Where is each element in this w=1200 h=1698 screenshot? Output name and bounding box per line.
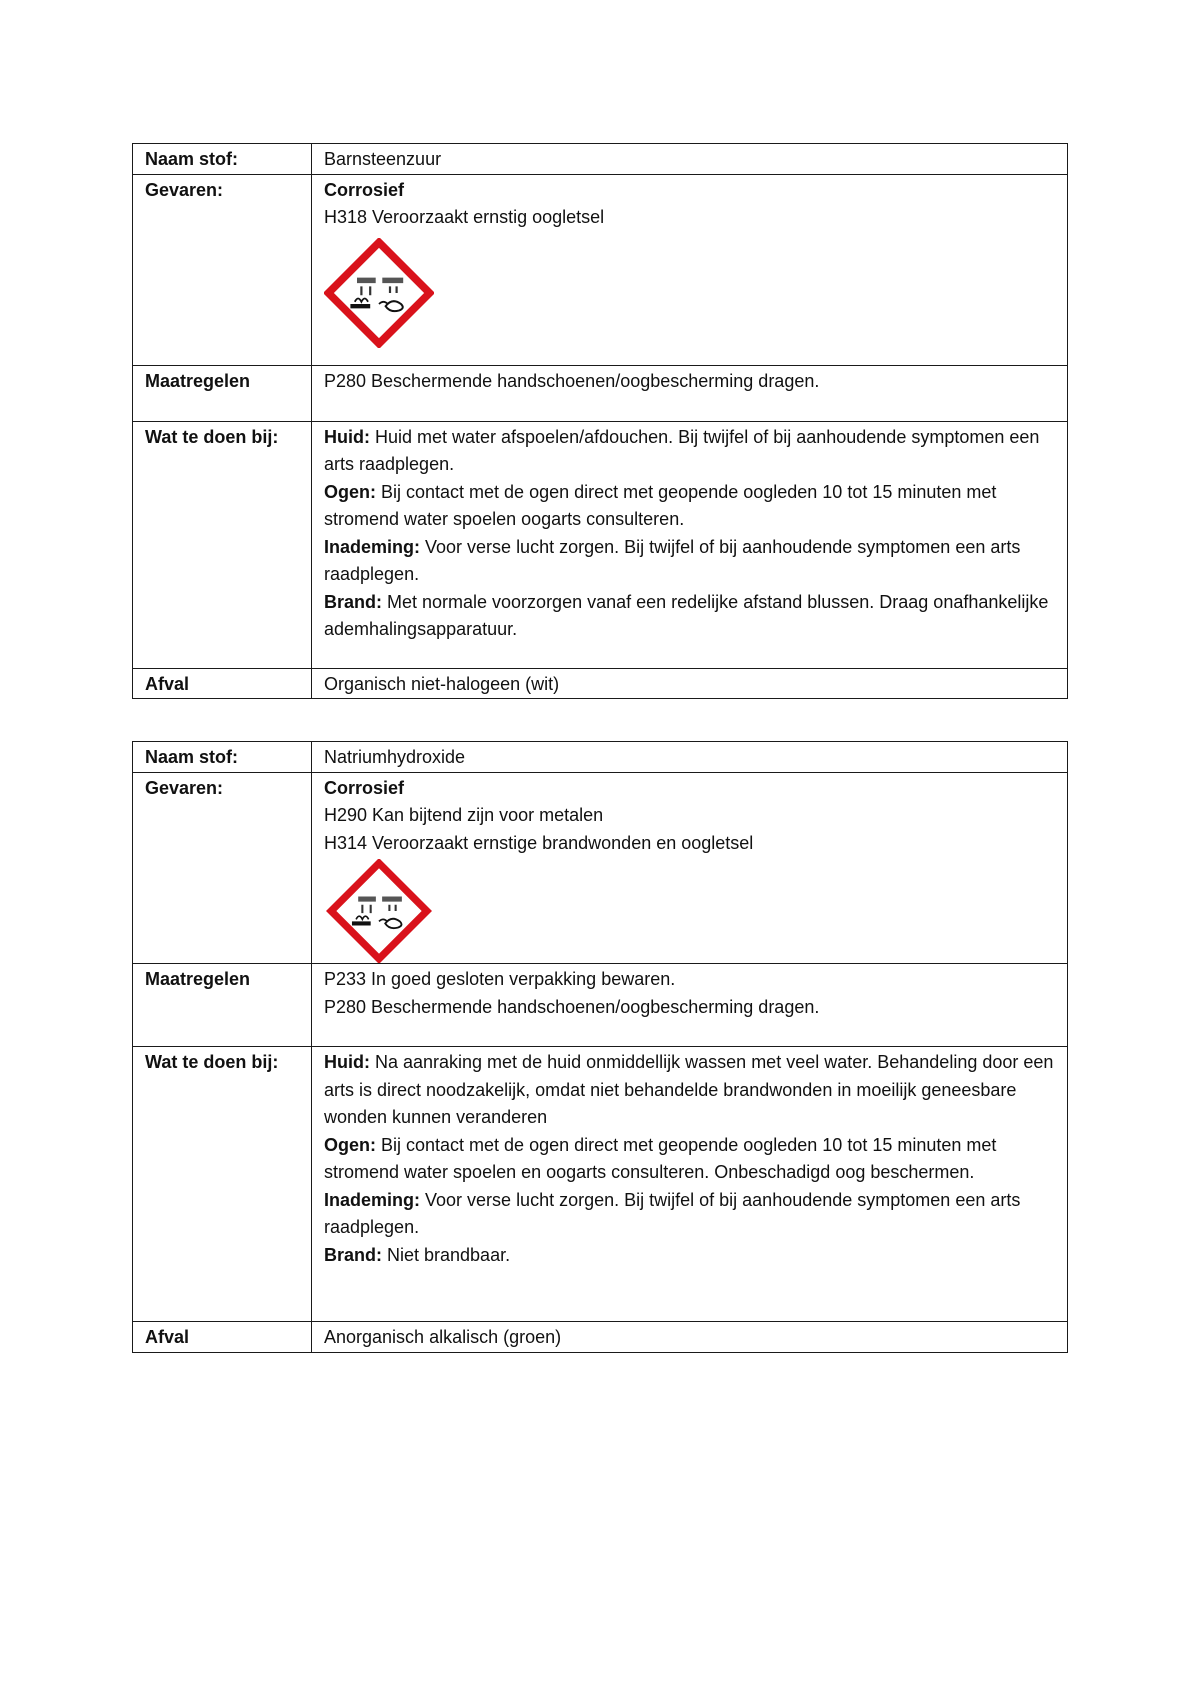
first-aid-label: Brand:: [324, 591, 382, 612]
naam-stof-value: Natriumhydroxide: [312, 742, 1068, 773]
first-aid-item: [324, 1242, 1055, 1270]
precaution-statement: P280 Beschermende handschoenen/oogbescherming dragen.: [324, 996, 820, 1017]
first-aid-text: Voor verse lucht zorgen. Bij twijfel of bij aanhoudende symptomen een arts raadplegen.: [324, 536, 1021, 584]
afval-label: Afval: [133, 668, 312, 699]
first-aid-item: [324, 1049, 1055, 1132]
afval-label: Afval: [133, 1322, 312, 1353]
row-afval: [133, 1322, 1068, 1353]
corrosion-ghs05-icon: [324, 859, 434, 963]
gevaren-title: Corrosief: [324, 777, 405, 798]
first-aid-text: Huid met water afspoelen/afdouchen. Bij twijfel of bij aanhoudende symptomen een arts raadplegen.: [324, 426, 1040, 474]
first-aid-item: [324, 479, 1055, 534]
first-aid-text: Met normale voorzorgen vanaf een redelijke afstand blussen. Draag onafhankelijke ademhalingsapparatuur.: [324, 591, 1049, 639]
maatregelen-cell: [312, 964, 1068, 1047]
gevaren-cell: [312, 174, 1068, 365]
row-gevaren: [133, 174, 1068, 365]
precaution-statement: P280 Beschermende handschoenen/oogbescherming dragen.: [324, 370, 820, 391]
corrosion-ghs05-icon: [324, 238, 434, 348]
first-aid-item: [324, 589, 1055, 644]
first-aid-label: Brand:: [324, 1244, 382, 1265]
row-gevaren: [133, 772, 1068, 964]
hazard-statement: H318 Veroorzaakt ernstig oogletsel: [324, 207, 605, 227]
hazard-statement: H314 Veroorzaakt ernstige brandwonden en oogletsel: [324, 832, 754, 853]
wat-te-doen-label: Wat te doen bij:: [133, 421, 312, 668]
first-aid-label: Ogen:: [324, 1134, 376, 1155]
afval-value: Organisch niet-halogeen (wit): [312, 668, 1068, 699]
first-aid-text: Niet brandbaar.: [382, 1244, 511, 1265]
safety-sheet-barnsteenzuur: [132, 143, 1068, 699]
maatregelen-cell: [312, 365, 1068, 421]
wat-te-doen-label: Wat te doen bij:: [133, 1047, 312, 1322]
gevaren-cell: [312, 772, 1068, 964]
first-aid-text: Voor verse lucht zorgen. Bij twijfel of bij aanhoudende symptomen een arts raadplegen.: [324, 1189, 1021, 1237]
first-aid-item: [324, 424, 1055, 479]
naam-stof-value: Barnsteenzuur: [312, 144, 1068, 175]
gevaren-label: Gevaren:: [133, 174, 312, 365]
first-aid-label: Inademing:: [324, 1189, 421, 1210]
row-maatregelen: [133, 365, 1068, 421]
first-aid-item: [324, 1187, 1055, 1242]
afval-value: Anorganisch alkalisch (groen): [312, 1322, 1068, 1353]
first-aid-text: Bij contact met de ogen direct met geopende oogleden 10 tot 15 minuten met stromend water spoelen en oogarts consulteren. Onbeschadigd oog beschermen.: [324, 1134, 997, 1182]
row-naam-stof: [133, 144, 1068, 175]
row-afval: [133, 668, 1068, 699]
hazard-statement: H290 Kan bijtend zijn voor metalen: [324, 805, 604, 825]
row-wat-te-doen: [133, 1047, 1068, 1322]
naam-stof-label: Naam stof:: [133, 742, 312, 773]
gevaren-label: Gevaren:: [133, 772, 312, 964]
row-wat-te-doen: [133, 421, 1068, 668]
first-aid-label: Ogen:: [324, 481, 376, 502]
first-aid-label: Huid:: [324, 426, 370, 447]
first-aid-label: Inademing:: [324, 536, 421, 557]
first-aid-item: [324, 1132, 1055, 1187]
precaution-statement: P233 In goed gesloten verpakking bewaren.: [324, 969, 676, 989]
first-aid-label: Huid:: [324, 1052, 370, 1072]
first-aid-text: Na aanraking met de huid onmiddellijk wassen met veel water. Behandeling door een arts is direct noodzakelijk, omdat niet behandelde brandwonden in moeilijk geneesbare wonden kunnen veranderen: [324, 1052, 1054, 1127]
row-maatregelen: [133, 964, 1068, 1047]
maatregelen-label: Maatregelen: [133, 964, 312, 1047]
naam-stof-label: Naam stof:: [133, 144, 312, 175]
maatregelen-label: Maatregelen: [133, 365, 312, 421]
safety-sheet-natriumhydroxide: [132, 741, 1068, 1353]
first-aid-text: Bij contact met de ogen direct met geopende oogleden 10 tot 15 minuten met stromend water spoelen oogarts consulteren.: [324, 481, 997, 529]
gevaren-title: Corrosief: [324, 179, 405, 200]
first-aid-item: [324, 534, 1055, 589]
wat-te-doen-cell: [312, 1047, 1068, 1322]
wat-te-doen-cell: [312, 421, 1068, 668]
row-naam-stof: [133, 742, 1068, 773]
